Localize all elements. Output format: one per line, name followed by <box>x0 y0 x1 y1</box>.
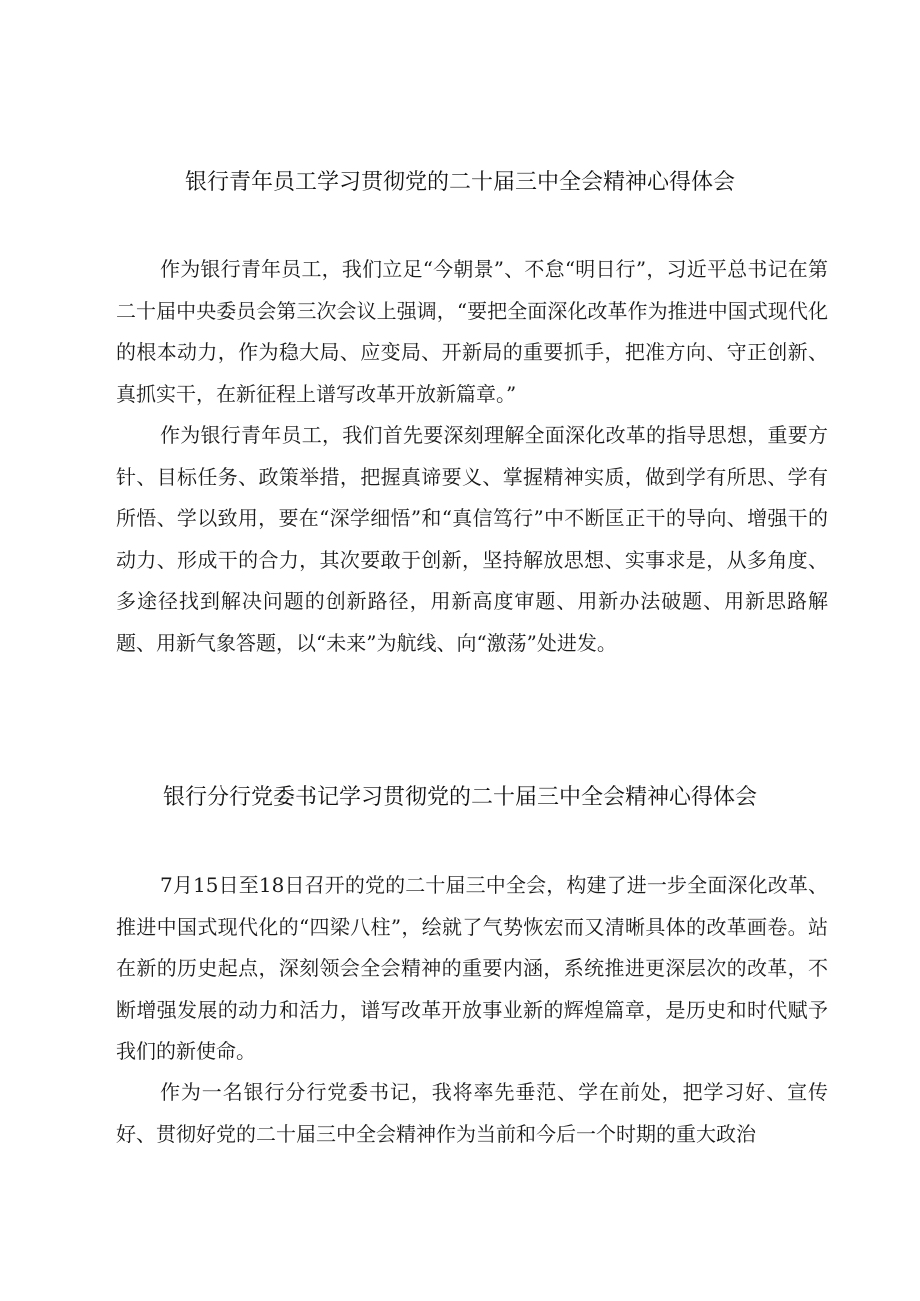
section-1-title: 银行青年员工学习贯彻党的二十届三中全会精神心得体会 <box>184 170 735 195</box>
section-1-paragraph-2: 作为银行青年员工，我们首先要深刻理解全面深化改革的指导思想，重要方针、目标任务、政策举措，把握真谛要义、掌握精神实质，做到学有所思、学有所悟、学以致用，要在“深学细悟”和“真信笃行”中不断匡正干的导向、增强干的动力、形成干的合力，其次要敢于创新，坚持解放思想、实事求是，从多角度、多途径找到解决问题的创新路径，用新高度审题、用新办法破题、用新思路解题、用新气象答题，以“未来”为航线、向“激荡”处进发。 <box>116 423 828 655</box>
section-2-title: 银行分行党委书记学习贯彻党的二十届三中全会精神心得体会 <box>162 785 757 810</box>
section-2-paragraph-2: 作为一名银行分行党委书记，我将率先垂范、学在前处，把学习好、宣传好、贯彻好党的二十届三中全会精神作为当前和今后一个时期的重大政治 <box>116 1080 828 1146</box>
section-1-paragraph-1: 作为银行青年员工，我们立足“今朝景”、不怠“明日行”，习近平总书记在第二十届中央委员会第三次会议上强调，“要把全面深化改革作为推进中国式现代化的根本动力，作为稳大局、应变局、开新局的重要抓手，把准方向、守正创新、真抓实干，在新征程上谱写改革开放新篇章。” <box>116 257 828 406</box>
section-2-paragraph-1: 7月15日至18日召开的党的二十届三中全会，构建了进一步全面深化改革、推进中国式现代化的“四梁八柱”，绘就了气势恢宏而又清晰具体的改革画卷。站在新的历史起点，深刻领会全会精神的重要内涵，系统推进更深层次的改革，不断增强发展的动力和活力，谱写改革开放事业新的辉煌篇章，是历史和时代赋予我们的新使命。 <box>116 873 828 1063</box>
